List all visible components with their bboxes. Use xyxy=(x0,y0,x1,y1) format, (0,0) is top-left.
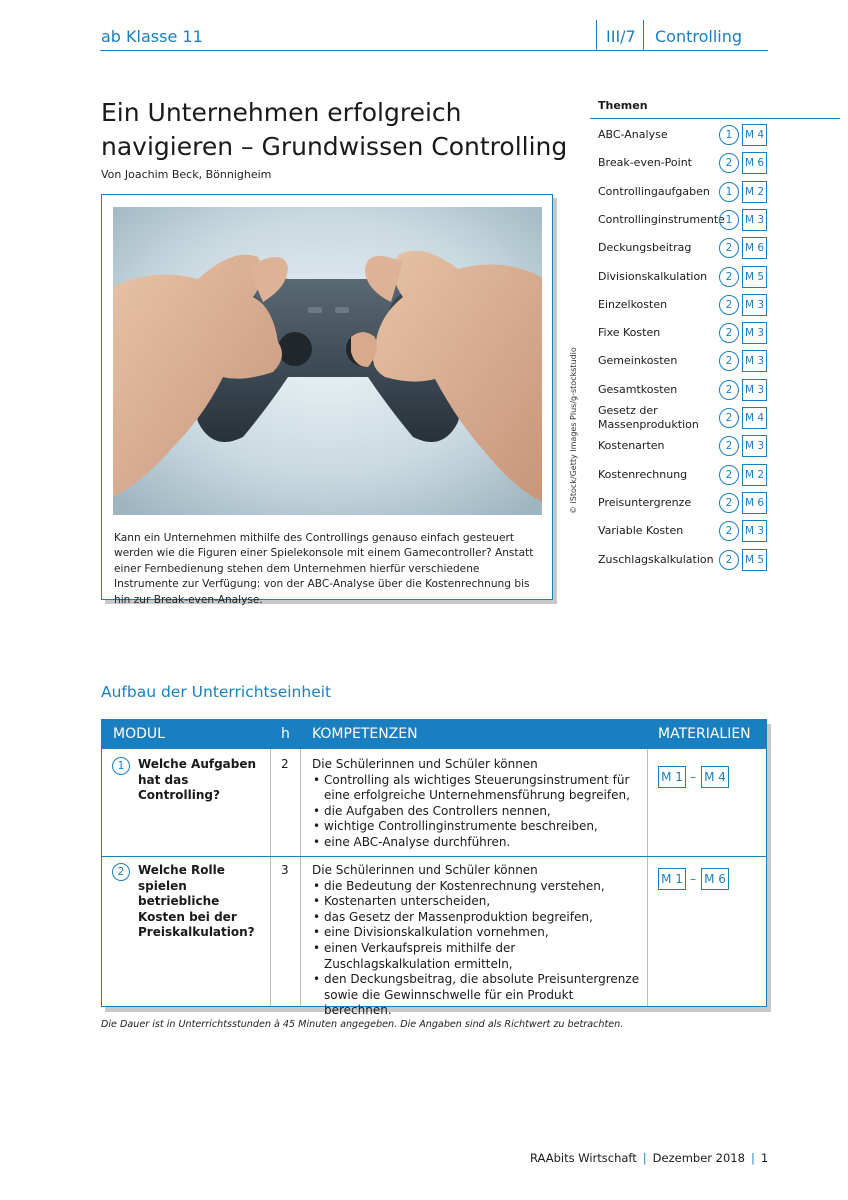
kompetenz-item: • den Deckungsbeitrag, die absolute Preisuntergrenze sowie die Gewinnschwelle für ein Produkt berechnen. xyxy=(324,972,642,1019)
themen-label: Zuschlagskalkulation xyxy=(598,552,714,566)
table-header xyxy=(101,719,767,749)
themen-item xyxy=(598,519,768,543)
themen-item xyxy=(598,151,768,175)
themen-heading: Themen xyxy=(598,99,648,112)
themen-item xyxy=(598,434,768,458)
themen-item xyxy=(598,123,768,147)
kompetenzen-intro: Die Schülerinnen und Schüler können xyxy=(312,757,538,771)
material-start: M 1 xyxy=(658,766,686,788)
gamecontroller-photo xyxy=(113,207,542,515)
modul-number: 2 xyxy=(719,295,739,315)
footer-date: Dezember 2018 xyxy=(652,1151,745,1165)
material-ref: M 5 xyxy=(742,549,767,571)
themen-label: Controllinginstrumente xyxy=(598,212,725,226)
themen-label: Preisuntergrenze xyxy=(598,495,692,509)
kompetenzen-cell xyxy=(312,757,642,851)
themen-label: ABC-Analyse xyxy=(598,128,668,141)
modul-number: 2 xyxy=(719,323,739,343)
themen-label: Kostenarten xyxy=(598,439,665,453)
themen-label: Gesetz der Massenproduktion xyxy=(598,404,699,431)
themen-label: Deckungsbeitrag xyxy=(598,241,692,255)
material-end: M 6 xyxy=(701,868,729,890)
kompetenz-item: • das Gesetz der Massenproduktion begreifen, xyxy=(324,910,642,926)
header-materialien: MATERIALIEN xyxy=(658,726,751,742)
modul-number: 2 xyxy=(112,863,130,881)
kompetenzen-list xyxy=(312,773,642,851)
header-modul: MODUL xyxy=(113,726,165,742)
material-range-dash: – xyxy=(690,770,696,784)
modul-number: 2 xyxy=(719,267,739,287)
header-hours: h xyxy=(281,726,290,742)
modul-hours: 3 xyxy=(281,863,289,877)
themen-item xyxy=(598,349,768,373)
kompetenz-item: • Controlling als wichtiges Steuerungsinstrument für eine erfolgreiche Unternehmensführung begreifen, xyxy=(324,773,642,804)
themen-label: Divisionskalkulation xyxy=(598,269,708,283)
modul-title: Welche Rolle spielen betriebliche Kosten bei der Preiskalkulation? xyxy=(138,863,255,940)
material-ref: M 5 xyxy=(742,266,767,288)
modul-number: 1 xyxy=(719,182,739,202)
themen-label: Einzelkosten xyxy=(598,297,668,311)
footer-divider: | xyxy=(642,1151,647,1165)
modul-number: 1 xyxy=(112,757,130,775)
themen-label: Gemeinkosten xyxy=(598,354,678,368)
kompetenzen-list xyxy=(312,879,642,1019)
header-rule xyxy=(100,50,768,51)
material-ref: M 3 xyxy=(742,520,767,542)
page-number: 1 xyxy=(760,1151,769,1165)
material-ref: M 6 xyxy=(742,492,767,514)
material-ref: M 3 xyxy=(742,294,767,316)
modul-number: 1 xyxy=(719,210,739,230)
themen-item xyxy=(598,406,768,430)
themen-label: Gesamtkosten xyxy=(598,382,678,396)
kompetenzen-cell xyxy=(312,863,642,1019)
volume-number: III/7 xyxy=(606,27,636,46)
page-title: Ein Unternehmen erfolgreich navigieren – Grundwissen Controlling xyxy=(101,98,568,161)
themen-item xyxy=(598,321,768,345)
modul-number: 2 xyxy=(719,465,739,485)
modul-number: 2 xyxy=(719,238,739,258)
material-ref: M 3 xyxy=(742,435,767,457)
themen-item xyxy=(598,491,768,515)
material-end: M 4 xyxy=(701,766,729,788)
kompetenzen-intro: Die Schülerinnen und Schüler können xyxy=(312,863,538,877)
kompetenz-item: • einen Verkaufspreis mithilfe der Zuschlagskalkulation ermitteln, xyxy=(324,941,642,972)
material-ref: M 2 xyxy=(742,181,767,203)
themen-item xyxy=(598,548,768,572)
modul-number: 2 xyxy=(719,153,739,173)
material-ref: M 3 xyxy=(742,350,767,372)
material-ref: M 3 xyxy=(742,379,767,401)
themen-item xyxy=(598,180,768,204)
themen-item xyxy=(598,378,768,402)
table-border xyxy=(101,719,102,1007)
themen-label: Controllingaufgaben xyxy=(598,184,710,198)
themen-item xyxy=(598,265,768,289)
row-divider xyxy=(101,856,767,857)
header-divider xyxy=(596,20,597,50)
material-ref: M 4 xyxy=(742,124,767,146)
page-footer xyxy=(530,1151,768,1165)
photo-credit: © iStock/Getty Images Plus/g-stockstudio xyxy=(569,347,578,514)
kompetenz-item: • eine Divisionskalkulation vornehmen, xyxy=(324,925,642,941)
themen-label: Fixe Kosten xyxy=(598,326,661,340)
image-caption: Kann ein Unternehmen mithilfe des Controllings genauso einfach gesteuert werden wie die Figuren einer Spielekonsole mit einem Gamecontroller? Anstatt einer Fernbedienung stehen dem Unternehmen hierfür verschiedene Instrumente zur Verfügung: von der ABC-Analyse über die Kostenrechnung bis hin zur Break-even-Analyse. xyxy=(114,532,534,606)
modul-number: 2 xyxy=(719,521,739,541)
modul-number: 2 xyxy=(719,351,739,371)
kompetenz-item: • eine ABC-Analyse durchführen. xyxy=(324,835,642,851)
modul-number: 2 xyxy=(719,493,739,513)
material-ref: M 3 xyxy=(742,209,767,231)
themen-item xyxy=(598,208,768,232)
themen-rule xyxy=(590,118,840,119)
column-divider xyxy=(300,749,301,1007)
header-kompetenzen: KOMPETENZEN xyxy=(312,726,418,742)
modul-number: 2 xyxy=(719,550,739,570)
modul-title: Welche Aufgaben hat das Controlling? xyxy=(138,757,257,803)
material-ref: M 4 xyxy=(742,407,767,429)
themen-item xyxy=(598,236,768,260)
modul-number: 2 xyxy=(719,436,739,456)
themen-item xyxy=(598,293,768,317)
kompetenz-item: • die Bedeutung der Kostenrechnung verstehen, xyxy=(324,879,642,895)
kompetenz-item: • die Aufgaben des Controllers nennen, xyxy=(324,804,642,820)
author-line: Von Joachim Beck, Bönnigheim xyxy=(101,168,272,181)
themen-label: Break-even-Point xyxy=(598,156,692,170)
footer-publication: RAAbits Wirtschaft xyxy=(530,1151,637,1165)
column-divider xyxy=(647,749,648,1007)
modul-number: 2 xyxy=(719,408,739,428)
section-heading: Aufbau der Unterrichtseinheit xyxy=(101,683,332,701)
themen-item xyxy=(598,463,768,487)
table-border xyxy=(766,719,767,1007)
material-ref: M 2 xyxy=(742,464,767,486)
footer-divider: | xyxy=(750,1151,755,1165)
material-start: M 1 xyxy=(658,868,686,890)
kompetenz-item: • wichtige Controllinginstrumente beschreiben, xyxy=(324,819,642,835)
modul-number: 2 xyxy=(719,380,739,400)
grade-level: ab Klasse 11 xyxy=(101,27,203,46)
modul-hours: 2 xyxy=(281,757,289,771)
material-ref: M 6 xyxy=(742,152,767,174)
column-divider xyxy=(270,749,271,1007)
header-topic: Controlling xyxy=(655,27,743,46)
header-divider xyxy=(643,20,644,50)
modul-number: 1 xyxy=(719,125,739,145)
image-box xyxy=(101,194,553,606)
unit-structure-table xyxy=(101,719,767,1018)
themen-label: Kostenrechnung xyxy=(598,467,688,481)
kompetenz-item: • Kostenarten unterscheiden, xyxy=(324,894,642,910)
material-ref: M 6 xyxy=(742,237,767,259)
material-ref: M 3 xyxy=(742,322,767,344)
table-note: Die Dauer ist in Unterrichtsstunden à 45 Minuten angegeben. Die Angaben sind als Richtwert zu betrachten. xyxy=(101,1019,624,1030)
material-range-dash: – xyxy=(690,872,696,886)
themen-label: Variable Kosten xyxy=(598,524,684,538)
